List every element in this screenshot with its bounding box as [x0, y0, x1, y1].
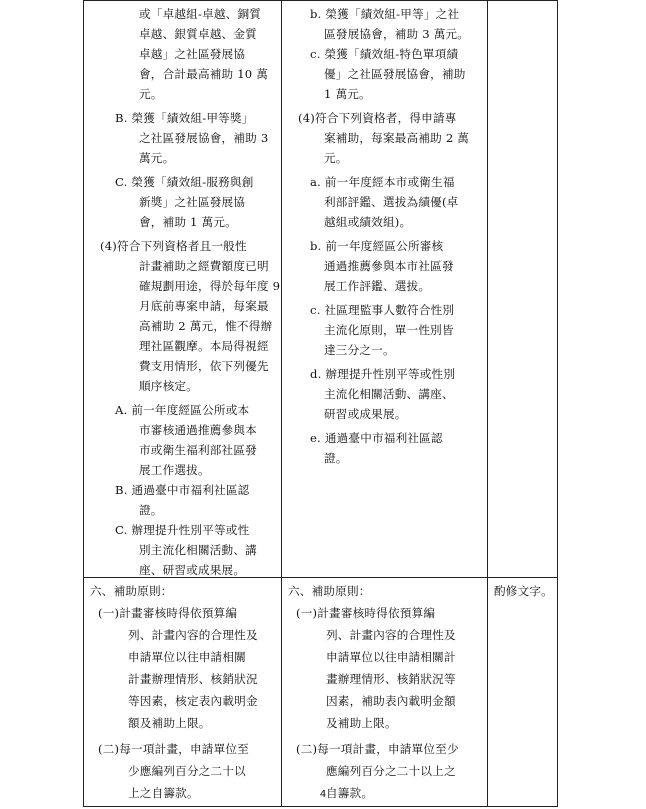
remark-text — [488, 578, 557, 806]
text-line: 費支用情形，依下列優先 — [139, 359, 269, 373]
text-line: 列、計畫內容的合理性及 — [326, 628, 456, 642]
text-line: (二)每一項計畫，申請單位至 — [98, 742, 249, 756]
text-line: 申請單位以往申請相關 — [128, 650, 246, 664]
current-text-cell — [282, 1, 488, 578]
text-line: 1 萬元。 — [324, 87, 371, 101]
text-line: 等因素，核定表內載明金 — [128, 694, 258, 708]
text-line: 主流化相關活動、講座、 — [324, 387, 454, 401]
text-line: (一)計畫審核時得依預算編 — [98, 606, 238, 620]
text-line: (二)每一項計畫，申請單位至少 — [296, 742, 459, 756]
text-line: 順序核定。 — [139, 379, 198, 393]
text-line: B. 通過臺中市福利社區認 — [115, 483, 250, 497]
text-line: 證。 — [139, 503, 163, 517]
remark-cell — [488, 578, 558, 807]
amended-text — [84, 578, 281, 806]
text-line: c. 榮獲「績效組-特色單項績 — [310, 47, 459, 61]
text-line: 及補助上限。 — [326, 716, 397, 730]
text-line: 展工作評鑑、選拔。 — [324, 279, 431, 293]
text-line: 畫辦理情形、核銷狀況等 — [326, 672, 456, 686]
amended-text — [84, 1, 281, 577]
text-line: 酌修文字。 — [494, 584, 553, 598]
text-line: 證。 — [324, 451, 348, 465]
text-line: 額及補助上限。 — [128, 716, 211, 730]
text-line: 列、計畫內容的合理性及 — [128, 628, 258, 642]
text-line: b. 前一年度經區公所審核 — [310, 239, 444, 253]
text-line: 六、補助原則： — [90, 584, 173, 598]
current-text — [282, 1, 487, 577]
text-line: 少應編列百分之二十以 — [128, 764, 246, 778]
page-number: 4 — [319, 789, 327, 800]
text-line: 會，補助 1 萬元。 — [139, 215, 237, 229]
text-line: 應編列百分之二十以上之 — [326, 764, 456, 778]
comparison-table — [83, 0, 558, 807]
remark-cell — [488, 1, 558, 578]
current-text-cell — [282, 578, 488, 807]
text-line: 案補助，每案最高補助 2 萬 — [324, 131, 470, 145]
text-line: 市審核通過推薦參與本 — [139, 423, 257, 437]
text-line: 利部評鑑、選拔為績優(卓 — [324, 195, 459, 209]
text-line: (一)計畫審核時得依預算編 — [296, 606, 436, 620]
text-line: c. 社區理監事人數符合性別 — [310, 303, 455, 317]
text-line: 會，合計最高補助 10 萬 — [139, 67, 269, 81]
text-line: 自籌款。 — [326, 786, 374, 800]
text-line: 達三分之一。 — [324, 343, 395, 357]
text-line: (4)符合下列資格者，得申請專 — [298, 111, 457, 125]
text-line: 六、補助原則： — [288, 584, 371, 598]
text-line: 因素，補助表內載明金額 — [326, 694, 456, 708]
amended-text-cell — [84, 578, 282, 807]
text-line: 元。 — [139, 87, 163, 101]
text-line: 理社區觀摩。本局得視經 — [139, 339, 269, 353]
text-line: 萬元。 — [139, 151, 175, 165]
text-line: C. 榮獲「績效組-服務與創 — [115, 175, 254, 189]
text-line: B. 榮獲「績效組-甲等獎」 — [115, 111, 254, 125]
text-line: 元。 — [324, 151, 348, 165]
table-row — [84, 578, 558, 807]
current-text — [282, 578, 487, 806]
text-line: 上之自籌款。 — [128, 786, 199, 800]
text-line: e. 通過臺中市福利社區認 — [310, 431, 443, 445]
text-line: 展工作選拔。 — [139, 463, 210, 477]
text-line: 或「卓越組-卓越、銅質 — [139, 7, 262, 21]
text-line: 計畫辦理情形、核銷狀況 — [128, 672, 258, 686]
text-line: 越組或績效組)。 — [324, 215, 412, 229]
text-line: 通過推薦參與本市社區發 — [324, 259, 454, 273]
table-row — [84, 1, 558, 578]
text-line: 月底前專案申請，每案最 — [139, 299, 269, 313]
text-line: 別主流化相關活動、講 — [139, 543, 257, 557]
text-line: 研習或成果展。 — [324, 407, 407, 421]
text-line: 卓越、銀質卓越、金質 — [139, 27, 257, 41]
text-line: b. 榮獲「績效組-甲等」之社 — [310, 7, 460, 21]
text-line: 申請單位以往申請相關計 — [326, 650, 456, 664]
text-line: d. 辦理提升性別平等或性別 — [310, 367, 456, 381]
text-line: C. 辦理提升性別平等或性 — [115, 523, 250, 537]
text-line: (4)符合下列資格者且一般性 — [100, 239, 247, 253]
text-line: 計畫補助之經費額度已明 — [139, 259, 269, 273]
text-line: 區發展協會，補助 3 萬元。 — [324, 27, 470, 41]
text-line: 座、研習或成果展。 — [139, 563, 246, 577]
text-line: 主流化原則，單一性別皆 — [324, 323, 454, 337]
text-line: 確規劃用途，得於每年度 9 — [139, 279, 281, 293]
text-line: a. 前一年度經本市或衛生福 — [310, 175, 455, 189]
text-line: 優」之社區發展協會，補助 — [324, 67, 466, 81]
text-line: 新獎」之社區發展協 — [139, 195, 246, 209]
text-line: A. 前一年度經區公所或本 — [115, 403, 250, 417]
amended-text-cell — [84, 1, 282, 578]
text-line: 卓越」之社區發展協 — [139, 47, 246, 61]
text-line: 高補助 2 萬元，惟不得辦 — [139, 319, 273, 333]
text-line: 市或衛生福利部社區發 — [139, 443, 257, 457]
text-line: 之社區發展協會，補助 3 — [139, 131, 269, 145]
